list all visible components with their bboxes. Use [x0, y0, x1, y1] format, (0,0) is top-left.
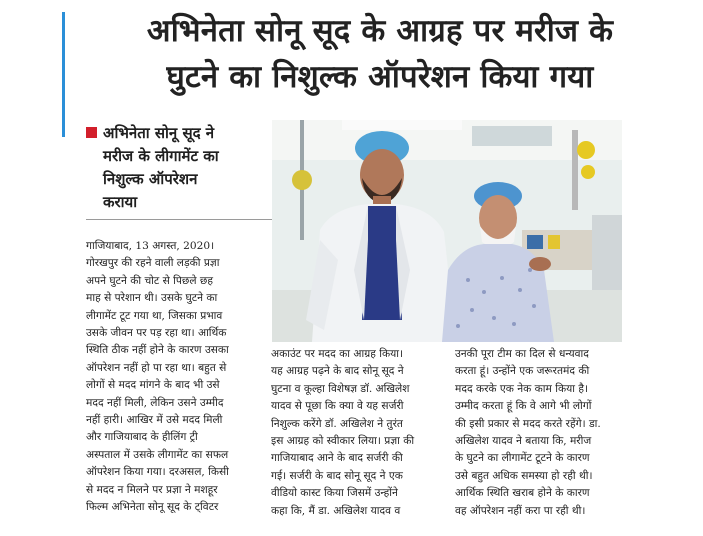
column-2-line: गई। सर्जरी के बाद सोनू सूद ने एक	[271, 469, 403, 482]
column-3-line: की इसी प्रकार से मदद करते रहेंगे। डा.	[455, 417, 601, 430]
column-2-line: यादव से पूछा कि क्या वे यह सर्जरी	[271, 400, 404, 413]
column-2-line: कहा कि, मैं डा. अखिलेश यादव व	[271, 504, 401, 517]
subheadline	[86, 122, 276, 214]
subheadline-line-2: मरीज के लीगामेंट का	[103, 147, 219, 165]
article-column-1	[86, 238, 269, 517]
column-3-line: उसे बहुत अधिक समस्या हो रही थी।	[455, 469, 593, 482]
subheadline-line-1: अभिनेता सोनू सूद ने	[103, 124, 215, 142]
headline-line-2: घुटने का निशुल्क ऑपरेशन किया गया	[166, 59, 594, 95]
column-2-line: वीडियो कास्ट किया जिसमें उन्होंने	[271, 487, 398, 500]
column-1-line: फिल्म अभिनेता सोनू सूद के ट्विटर	[86, 501, 219, 514]
column-2-line: घुटना व कूल्हा विशेषज्ञ डॉ. अखिलेश	[271, 382, 410, 395]
column-1-line: अस्पताल में उसके लीगामेंट का सफल	[86, 448, 229, 461]
column-2-line: यह आग्रह पढ़ने के बाद सोनू सूद ने	[271, 365, 404, 378]
column-2-line: इस आग्रह को स्वीकार लिया। प्रज्ञा की	[271, 435, 415, 448]
column-3-line: आर्थिक स्थिति खराब होने के कारण	[455, 487, 590, 500]
article-column-3	[455, 346, 633, 520]
column-1-line: स्थिति ठीक नहीं होने के कारण उसका	[86, 344, 229, 357]
subheadline-line-4: कराया	[103, 193, 138, 211]
article-column-2	[271, 346, 449, 520]
headline-line-1: अभिनेता सोनू सूद के आग्रह पर मरीज के	[146, 13, 614, 49]
column-1-line: गाजियाबाद, 13 अगस्त, 2020।	[86, 240, 215, 252]
headline	[70, 8, 690, 100]
column-1-line: से मदद न मिलने पर प्रज्ञा ने मशहूर	[86, 483, 218, 496]
column-1-line: नहीं हारी। आखिर में उसे मदद मिली	[86, 414, 223, 427]
column-3-line: वह ऑपरेशन नहीं करा पा रही थी।	[455, 504, 586, 517]
column-1-line: मदद नहीं मिली, लेकिन उसने उम्मीद	[86, 396, 224, 409]
column-2-line: गाजियाबाद आने के बाद सर्जरी की	[271, 452, 403, 465]
column-3-line: करता हूं। उन्होंने एक जरूरतमंद की	[455, 365, 590, 378]
column-1-line: लीगामेंट टूट गया था, जिसका प्रभाव	[86, 309, 223, 322]
column-3-line: के घुटने का लीगामेंट टूटने के कारण	[455, 452, 590, 465]
blue-margin-rule	[62, 12, 65, 137]
column-2-line: अकाउंट पर मदद का आग्रह किया।	[271, 348, 403, 360]
column-3-line: उम्मीद करता हूं कि वे आगे भी लोगों	[455, 400, 592, 413]
column-1-line: गोरखपुर की रहने वाली लड़की प्रज्ञा	[86, 257, 220, 270]
red-bullet-icon	[86, 127, 97, 138]
column-1-line: ऑपरेशन नहीं हो पा रहा था। बहुत से	[86, 361, 227, 374]
column-1-line: लोगों से मदद मांगने के बाद भी उसे	[86, 379, 220, 392]
column-1-line: अपने घुटने की चोट से पिछले छह	[86, 274, 213, 287]
subheadline-divider	[86, 219, 272, 220]
column-1-line: उसके जीवन पर पड़ रहा था। आर्थिक	[86, 327, 227, 340]
column-1-line: माह से परेशान थी। उसके घुटने का	[86, 292, 218, 305]
column-3-line: मदद करके एक नेक काम किया है।	[455, 382, 589, 395]
column-3-line: उनकी पूरा टीम का दिल से धन्यवाद	[455, 348, 589, 360]
column-1-line: ऑपरेशन किया गया। दरअसल, किसी	[86, 466, 229, 479]
column-2-line: निशुल्क करेंगे डॉ. अखिलेश ने तुरंत	[271, 417, 403, 430]
column-3-line: अखिलेश यादव ने बताया कि, मरीज	[455, 435, 592, 448]
doctor-and-patient-photo	[272, 120, 622, 342]
column-1-line: और गाजियाबाद के हीलिंग ट्री	[86, 431, 198, 444]
subheadline-line-3: निशुल्क ऑपरेशन	[103, 170, 198, 188]
